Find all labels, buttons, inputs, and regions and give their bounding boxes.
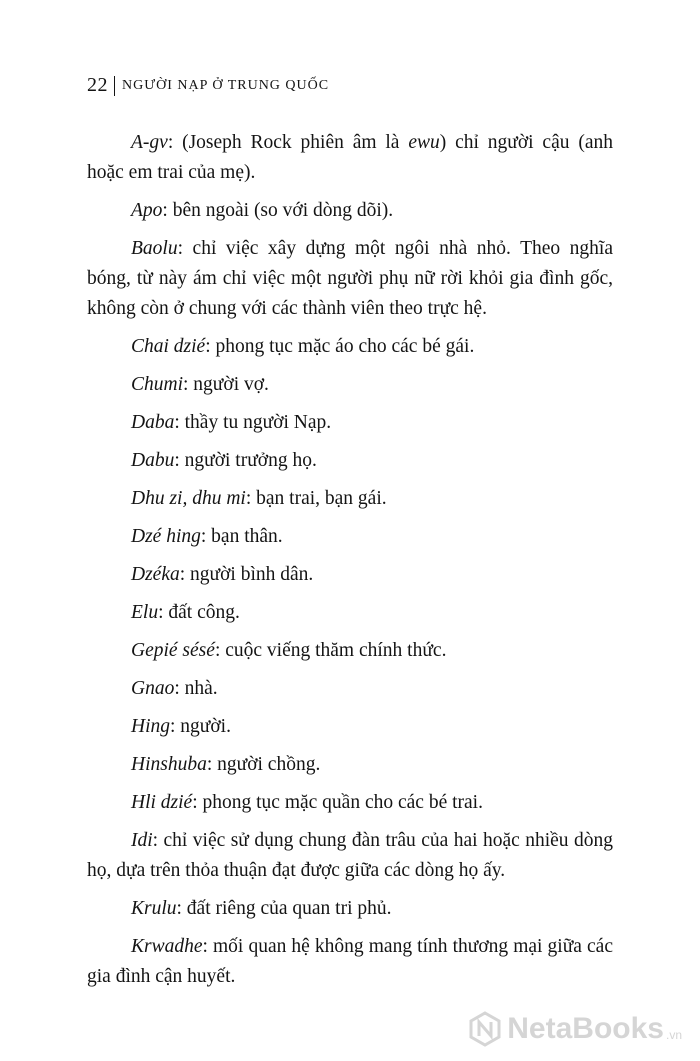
glossary-term: Hinshuba bbox=[131, 754, 207, 775]
glossary-entry bbox=[87, 128, 613, 188]
glossary-term: Krulu bbox=[131, 898, 177, 919]
glossary-term: Chumi bbox=[131, 374, 184, 395]
glossary-definition: : (Joseph Rock phiên âm là bbox=[167, 132, 409, 153]
glossary-entry bbox=[87, 826, 613, 886]
netabooks-logo-icon bbox=[467, 1011, 503, 1047]
glossary-entry bbox=[87, 788, 613, 818]
glossary-term: Krwadhe bbox=[131, 936, 203, 957]
glossary-entry bbox=[87, 894, 613, 924]
watermark bbox=[467, 1011, 682, 1047]
glossary-entry bbox=[87, 408, 613, 438]
glossary-definition: : mối quan hệ không mang tính thương mại giữa các gia đình cận huyết. bbox=[87, 936, 613, 987]
glossary-definition: : chỉ việc sử dụng chung đàn trâu của hai hoặc nhiều dòng họ, dựa trên thỏa thuận đạt được giữa các dòng họ ấy. bbox=[87, 830, 613, 881]
watermark-suffix: .vn bbox=[665, 1028, 682, 1042]
glossary-term: Dhu zi, dhu mi bbox=[131, 488, 246, 509]
glossary-term: Dzé hing bbox=[131, 526, 201, 547]
glossary-entry bbox=[87, 712, 613, 742]
glossary-entry bbox=[87, 522, 613, 552]
glossary-definition: : phong tục mặc áo cho các bé gái. bbox=[205, 336, 475, 357]
glossary-entry bbox=[87, 674, 613, 704]
glossary-definition: : nhà. bbox=[174, 678, 218, 699]
header-divider bbox=[114, 76, 115, 96]
glossary-term: Hing bbox=[131, 716, 170, 737]
glossary-term: Gnao bbox=[131, 678, 175, 699]
glossary-definition: : bạn trai, bạn gái. bbox=[245, 488, 387, 509]
glossary-definition: : chỉ việc xây dựng một ngôi nhà nhỏ. Theo nghĩa bóng, từ này ám chỉ việc một người phụ nữ rời khỏi gia đình gốc, không còn ở chung với các thành viên theo trực hệ. bbox=[87, 238, 613, 319]
glossary-term: Idi bbox=[131, 830, 153, 851]
glossary-definition: : thầy tu người Nạp. bbox=[174, 412, 332, 433]
glossary-entry bbox=[87, 446, 613, 476]
glossary-entry bbox=[87, 234, 613, 324]
glossary-term: A-gv bbox=[131, 132, 168, 153]
glossary-definition: : người chồng. bbox=[206, 754, 321, 775]
glossary-definition: : cuộc viếng thăm chính thức. bbox=[214, 640, 447, 661]
glossary-list bbox=[87, 128, 613, 1000]
glossary-definition: : phong tục mặc quần cho các bé trai. bbox=[192, 792, 483, 813]
glossary-entry bbox=[87, 370, 613, 400]
glossary-term: Apo bbox=[131, 200, 163, 221]
glossary-term: Daba bbox=[131, 412, 175, 433]
page-number: 22 bbox=[87, 74, 108, 96]
glossary-definition: : người. bbox=[170, 716, 231, 737]
glossary-term: Dabu bbox=[131, 450, 175, 471]
glossary-definition: : người trưởng họ. bbox=[174, 450, 317, 471]
glossary-entry bbox=[87, 484, 613, 514]
glossary-entry bbox=[87, 598, 613, 628]
glossary-definition: : người bình dân. bbox=[179, 564, 314, 585]
glossary-entry bbox=[87, 932, 613, 992]
glossary-term: Hli dzié bbox=[131, 792, 193, 813]
glossary-entry bbox=[87, 332, 613, 362]
glossary-entry bbox=[87, 196, 613, 226]
running-header bbox=[87, 74, 329, 97]
watermark-text: NetaBooks bbox=[507, 1012, 664, 1045]
glossary-term: Dzéka bbox=[131, 564, 180, 585]
glossary-definition: : người vợ. bbox=[183, 374, 269, 395]
glossary-definition: : bên ngoài (so với dòng dõi). bbox=[162, 200, 394, 221]
glossary-term: Elu bbox=[131, 602, 159, 623]
running-title: NGƯỜI NẠP Ở TRUNG QUỐC bbox=[122, 77, 330, 93]
glossary-entry bbox=[87, 560, 613, 590]
glossary-definition: : đất công. bbox=[158, 602, 240, 623]
glossary-definition-tail: ) chỉ người cậu (anh hoặc em trai của mẹ). bbox=[87, 132, 613, 183]
glossary-entry bbox=[87, 636, 613, 666]
glossary-italic-word: ewu bbox=[408, 132, 440, 153]
glossary-definition: : đất riêng của quan tri phủ. bbox=[176, 898, 392, 919]
glossary-term: Chai dzié bbox=[131, 336, 206, 357]
glossary-term: Baolu bbox=[131, 238, 178, 259]
glossary-definition: : bạn thân. bbox=[200, 526, 283, 547]
glossary-term: Gepié sésé bbox=[131, 640, 215, 661]
glossary-entry bbox=[87, 750, 613, 780]
